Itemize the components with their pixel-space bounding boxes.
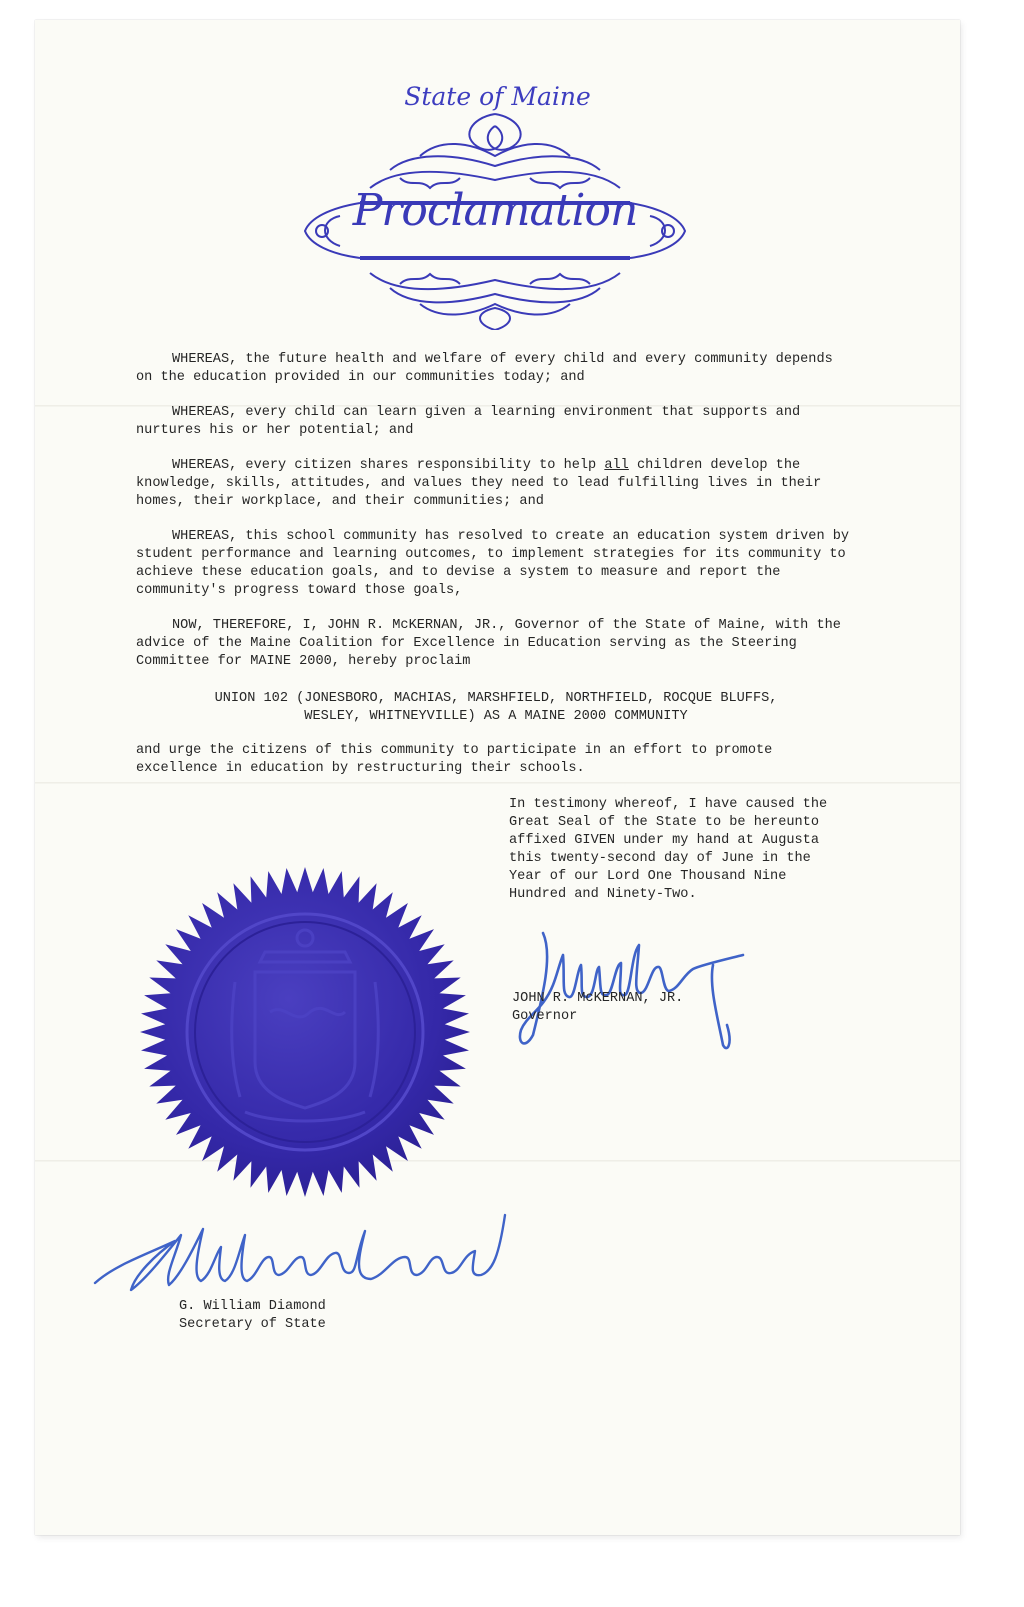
fold-line [35, 782, 960, 784]
whereas-paragraph [136, 351, 856, 387]
testimony-text: In testimony whereof, I have caused the Great Seal of the State to be hereunto affixed GIVEN under my hand at Augusta this twenty-second day of June in the Year of our Lord One Thousand Nine Hundred and Ninety-Two. [509, 797, 828, 902]
underlined-word: all [604, 458, 629, 473]
governor-block [512, 990, 683, 1026]
paragraph-text: WHEREAS, every child can learn given a learning environment that supports and nurtures his or her potential; and [136, 405, 801, 438]
secretary-block [179, 1298, 326, 1334]
whereas-paragraph [136, 457, 856, 511]
great-seal-icon [135, 862, 475, 1202]
designation-line: UNION 102 (JONESBORO, MACHIAS, MARSHFIELD, NORTHFIELD, ROCQUE BLUFFS, [214, 691, 778, 706]
secretary-title: Secretary of State [179, 1317, 326, 1332]
paragraph-text: WHEREAS, the future health and welfare of every child and every community depends on the education provided in our communities today; and [136, 352, 833, 385]
paragraph-text: children develop the knowledge, skills, attitudes, and values they need to lead fulfilling lives in their homes, their workplace, and their communities; and [136, 458, 822, 509]
community-designation [136, 690, 856, 726]
governor-name: JOHN R. McKERNAN, JR. [512, 991, 684, 1006]
proclaim-paragraph [136, 617, 856, 671]
closing-paragraph [136, 742, 856, 778]
secretary-name: G. William Diamond [179, 1299, 326, 1314]
secretary-signature [85, 1195, 525, 1310]
proclamation-sheet [35, 20, 960, 1535]
paragraph-text: NOW, THEREFORE, I, JOHN R. McKERNAN, JR., Governor of the State of Maine, with the advice of the Maine Coalition for Excellence in Education serving as the Steering Committee for MAINE 2000, hereby proclaim [136, 618, 841, 669]
document-title: Proclamation [352, 185, 638, 236]
whereas-paragraph [136, 404, 856, 440]
designation-line: WESLEY, WHITNEYVILLE) AS A MAINE 2000 COMMUNITY [304, 709, 688, 724]
governor-title: Governor [512, 1009, 578, 1024]
paragraph-text: WHEREAS, every citizen shares responsibility to help [172, 458, 605, 473]
paragraph-text: WHEREAS, this school community has resolved to create an education system driven by student performance and learning outcomes, to implement strategies for its community to achieve these education goals, and to devise a system to measure and report the community's progress toward those goals, [136, 529, 850, 598]
state-title: State of Maine [404, 82, 591, 111]
paragraph-text: and urge the citizens of this community to participate in an effort to promote excellence in education by restructuring their schools. [136, 743, 773, 776]
whereas-paragraph [136, 528, 856, 600]
